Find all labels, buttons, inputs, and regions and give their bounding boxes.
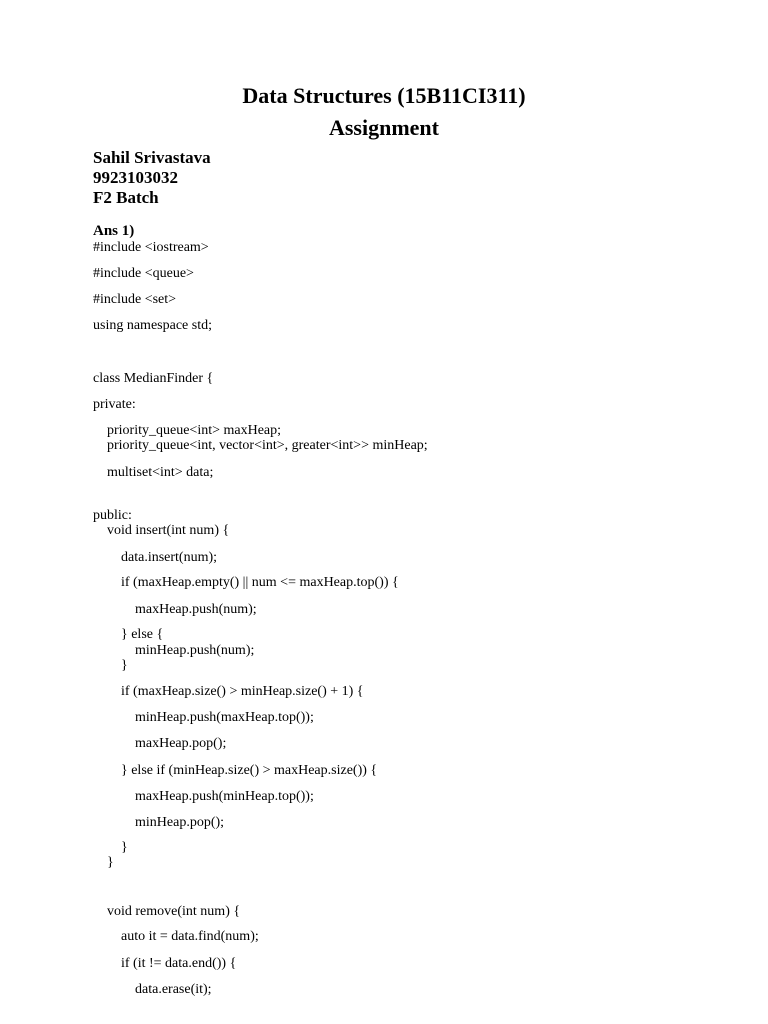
answer-label: Ans 1): [93, 223, 135, 239]
code-line: using namespace std;: [93, 318, 212, 333]
code-line: if (maxHeap.size() > minHeap.size() + 1) {: [121, 684, 364, 699]
code-line: data.insert(num);: [121, 550, 218, 565]
author-batch: F2 Batch: [93, 188, 159, 207]
code-line: }: [107, 855, 114, 870]
code-line: #include <set>: [93, 292, 177, 307]
code-line: multiset<int> data;: [107, 465, 214, 480]
code-line: if (maxHeap.empty() || num <= maxHeap.top()) {: [121, 575, 399, 590]
code-line: priority_queue<int> maxHeap;: [107, 423, 282, 438]
code-line: void remove(int num) {: [107, 904, 241, 919]
code-line: minHeap.pop();: [135, 815, 225, 830]
author-id: 9923103032: [93, 168, 178, 187]
author-name: Sahil Srivastava: [93, 148, 211, 167]
code-line: data.erase(it);: [135, 982, 212, 997]
code-line: #include <queue>: [93, 266, 194, 281]
code-line: minHeap.push(num);: [135, 643, 255, 658]
code-line: public:: [93, 508, 132, 523]
code-line: priority_queue<int, vector<int>, greater<int>> minHeap;: [107, 438, 428, 453]
code-line: private:: [93, 397, 136, 412]
document-subtitle: Assignment: [328, 115, 439, 140]
code-line: } else if (minHeap.size() > maxHeap.size()) {: [121, 763, 378, 778]
code-line: } else {: [121, 627, 164, 642]
code-line: if (it != data.end()) {: [121, 956, 237, 971]
code-line: }: [121, 840, 128, 855]
code-line: maxHeap.push(minHeap.top());: [135, 789, 314, 804]
code-line: #include <iostream>: [93, 240, 209, 255]
code-line: auto it = data.find(num);: [121, 929, 259, 944]
code-line: maxHeap.push(num);: [135, 602, 257, 617]
code-line: class MedianFinder {: [93, 371, 214, 386]
document-title: Data Structures (15B11CI311): [242, 83, 526, 108]
code-line: void insert(int num) {: [107, 523, 230, 538]
code-line: maxHeap.pop();: [135, 736, 227, 751]
code-line: }: [121, 658, 128, 673]
code-line: minHeap.push(maxHeap.top());: [135, 710, 314, 725]
